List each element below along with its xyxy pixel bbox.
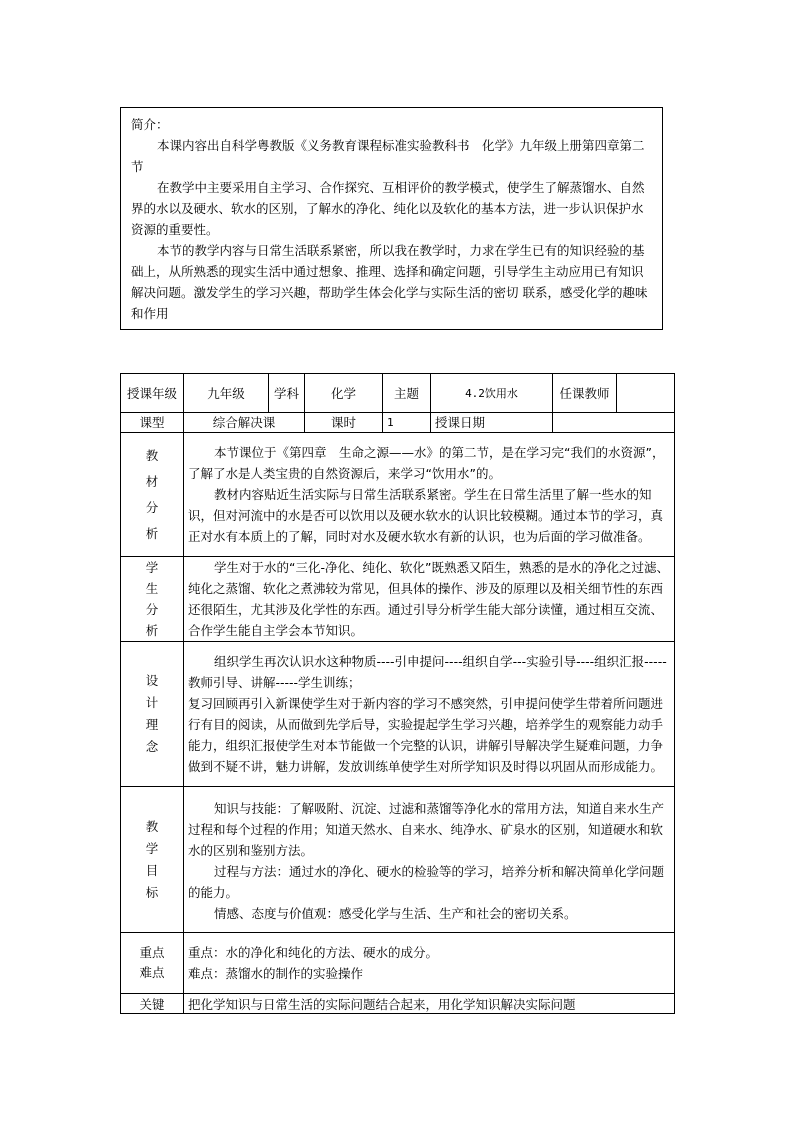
design-content — [184, 642, 675, 787]
date-value — [553, 413, 675, 433]
topic-label: 主题 — [383, 374, 431, 413]
topic-value: 4.2饮用水 — [431, 374, 553, 413]
focus-content — [184, 933, 675, 994]
focus-label: 重点难点 — [121, 933, 184, 994]
material-content — [184, 433, 675, 557]
student-content — [184, 557, 675, 642]
intro-paragraph: 本课内容出自科学粤教版《义务教育课程标准实验教科书 化学》九年级上册第四章第二节 — [131, 138, 645, 174]
type-value: 综合解决课 — [184, 413, 305, 433]
design-row — [121, 642, 675, 787]
intro-heading: 简介： — [131, 117, 169, 132]
key-value: 把化学知识与日常生活的实际问题结合起来，用化学知识解决实际问题 — [184, 994, 675, 1014]
design-paragraph: 复习回顾再引入新课使学生对于新内容的学习不感突然，引申提问使学生带着所问题进行有目的阅读，从而做到先学后导，实验提起学生学习兴趣，培养学生的观察能力动手能力，组织汇报使学生对本节能做一个完整的认识，讲解引导解决学生疑难问题，力争做到不疑不讲，魅力讲解，发放训练单使学生对所学知识及时得以巩固从而形成能力。 — [188, 696, 664, 774]
hours-label: 课时 — [305, 413, 383, 433]
material-paragraph: 教材内容贴近生活实际与日常生活联系紧密。学生在日常生活里了解一些水的知识，但对河流中的水是否可以饮用以及硬水软水的认识比较模糊。通过本节的学习，真正对水有本质上的了解，同时对水及硬水软水有新的认识，也为后面的学习做准备。 — [188, 487, 664, 544]
goal-paragraph: 过程与方法：通过水的净化、硬水的检验等的学习，培养分析和解决简单化学问题的能力。 — [188, 863, 665, 900]
intro-paragraph: 在教学中主要采用自主学习、合作探究、互相评价的教学模式，使学生了解蒸馏水、自然界的水以及硬水、软水的区别，了解水的净化、纯化以及软化的基本方法，进一步认识保护水资源的重要性。 — [131, 180, 645, 237]
material-row — [121, 433, 675, 557]
type-row — [121, 413, 675, 433]
date-label: 授课日期 — [431, 413, 553, 433]
key-label: 关键 — [121, 994, 184, 1014]
focus-row — [121, 933, 675, 994]
lesson-plan-table — [120, 373, 675, 1014]
student-paragraph: 学生对于水的“三化-净化、纯化、软化”既熟悉又陌生，熟悉的是水的净化之过滤、纯化之蒸馏、软化之煮沸较为常见，但具体的操作、涉及的原理以及相关细节性的东西还很陌生，尤其涉及化学性的东西。通过引导分析学生能大部分读懂，通过相互交流、合作学生能自主学会本节知识。 — [188, 560, 669, 638]
focus-line: 重点：水的净化和纯化的方法、硬水的成分。 — [188, 945, 439, 960]
design-paragraph: 组织学生再次认识水这种物质----引申提问----组织自学---实验引导----组织汇报-----教师引导、讲解-----学生训练； — [188, 654, 667, 690]
material-label: 教材分析 — [121, 433, 184, 557]
design-label: 设计理念 — [121, 642, 184, 787]
student-label: 学生分析 — [121, 557, 184, 642]
subject-value: 化学 — [305, 374, 383, 413]
intro-paragraph: 本节的教学内容与日常生活联系紧密，所以我在教学时，力求在学生已有的知识经验的基础上，从所熟悉的现实生活中通过想象、推理、选择和确定问题，引导学生主动应用已有知识解决问题。激发学生的学习兴趣，帮助学生体会化学与实际生活的密切 联系，感受化学的趣味和作用 — [131, 243, 648, 321]
goal-paragraph: 知识与技能：了解吸附、沉淀、过滤和蒸馏等净化水的常用方法，知道自来水生产过程和每个过程的作用；知道天然水、自来水、纯净水、矿泉水的区别，知道硬水和软水的区别和鉴别方法。 — [188, 800, 665, 858]
hours-value: 1 — [383, 413, 431, 433]
goal-label: 教学目标 — [121, 787, 184, 933]
student-row — [121, 557, 675, 642]
type-label: 课型 — [121, 413, 184, 433]
goal-row — [121, 787, 675, 933]
teacher-label: 任课教师 — [553, 374, 617, 413]
header-row — [121, 374, 675, 413]
intro-box — [120, 107, 663, 330]
material-paragraph: 本节课位于《第四章 生命之源——水》的第二节，是在学习完“我们的水资源”，了解了水是人类宝贵的自然资源后，来学习“饮用水”的。 — [188, 445, 665, 481]
focus-line: 难点：蒸馏水的制作的实验操作 — [188, 966, 364, 981]
key-row — [121, 994, 675, 1014]
goal-content — [184, 787, 675, 933]
teacher-value — [617, 374, 675, 413]
grade-label: 授课年级 — [121, 374, 184, 413]
goal-paragraph: 情感、态度与价值观：感受化学与生活、生产和社会的密切关系。 — [214, 905, 577, 921]
grade-value: 九年级 — [184, 374, 269, 413]
subject-label: 学科 — [269, 374, 305, 413]
